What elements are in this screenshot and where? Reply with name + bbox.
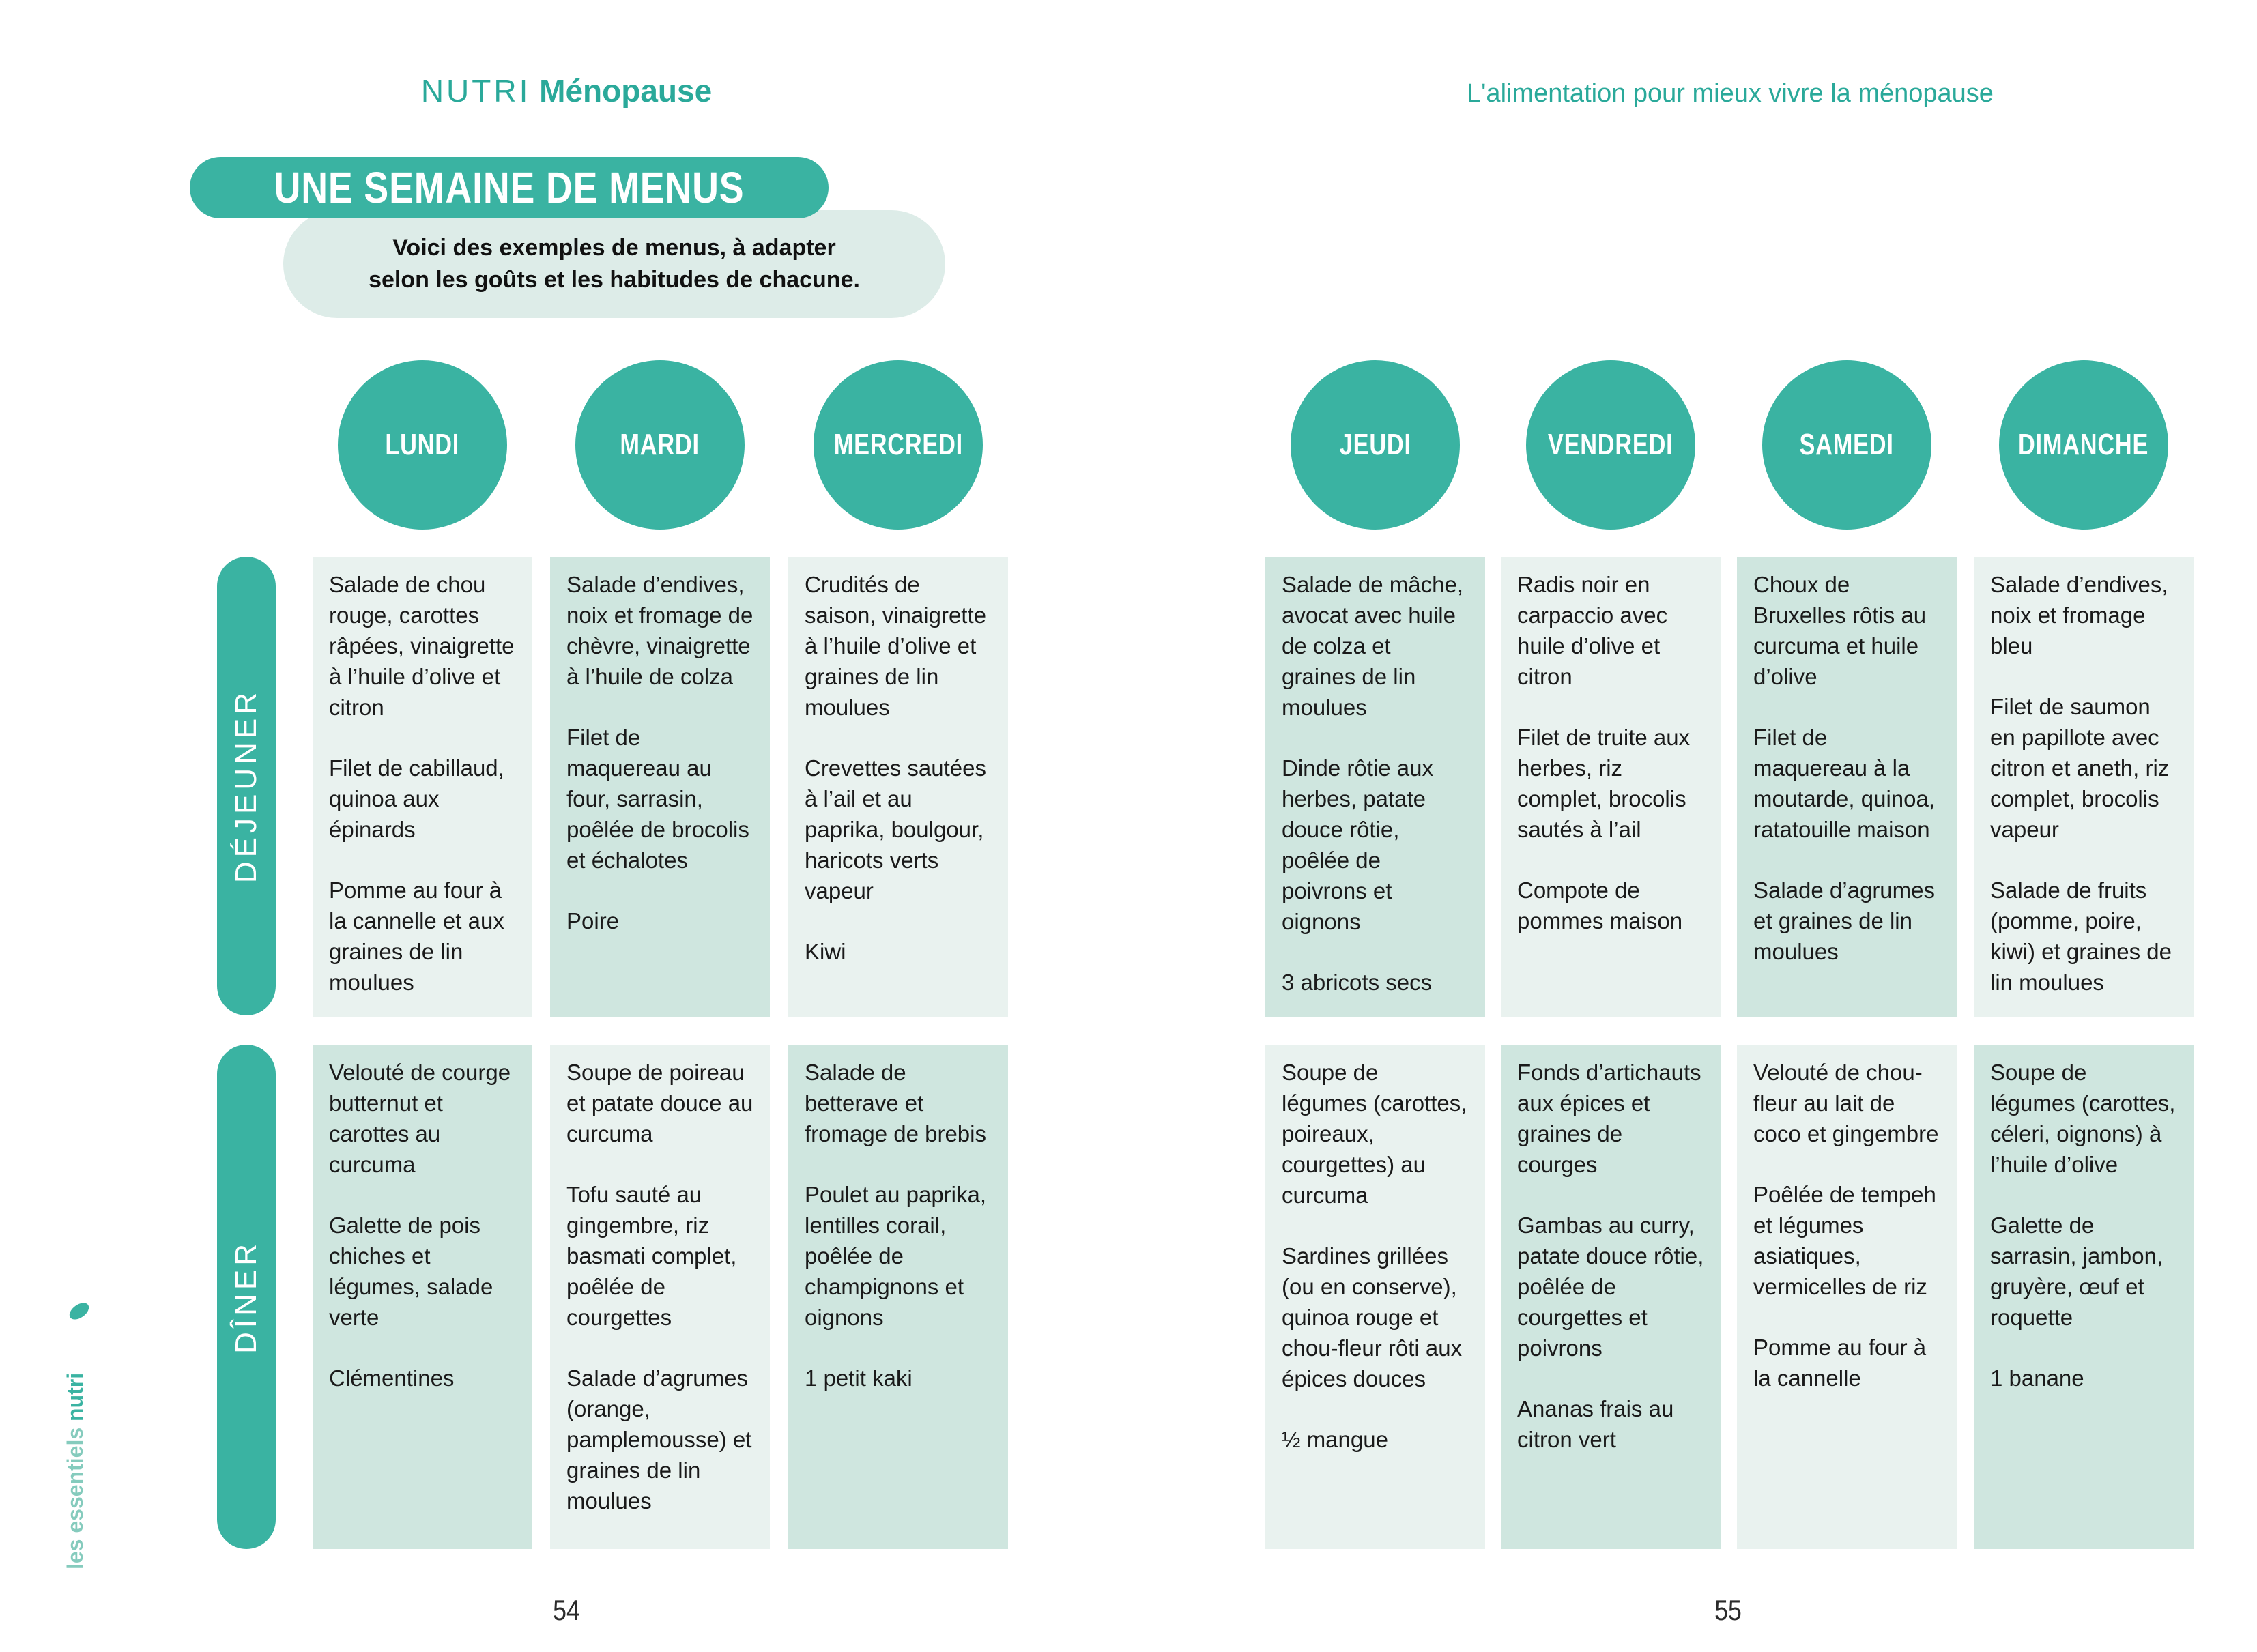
- day-label: LUNDI: [385, 428, 460, 461]
- menu-item: Soupe de poireau et patate douce au curcuma: [566, 1060, 753, 1146]
- menu-item: Soupe de légumes (carottes, céleri, oignons) à l’huile d’olive: [1990, 1060, 2176, 1177]
- menu-item: Fonds d’artichauts aux épices et graines de courges: [1517, 1060, 1701, 1177]
- lunch-menu-card: [1265, 557, 1485, 1017]
- brand-menopause: Ménopause: [539, 73, 713, 108]
- section-title-banner: [190, 157, 829, 218]
- menu-item: ½ mangue: [1282, 1427, 1388, 1452]
- menu-item: Filet de saumon en papillote avec citron et aneth, riz complet, brocolis vapeur: [1990, 694, 2170, 842]
- menu-item: Filet de cabillaud, quinoa aux épinards: [329, 755, 504, 842]
- menu-item: Filet de maquereau à la moutarde, quinoa, ratatouille maison: [1753, 725, 1936, 842]
- menu-item: Salade d’agrumes (orange, pamplemousse) et graines de lin moulues: [566, 1365, 752, 1513]
- day-column-dimanche: [1974, 0, 2194, 1652]
- menu-item: Pomme au four à la cannelle: [1753, 1335, 1927, 1391]
- lunch-menu-card: [1974, 557, 2194, 1017]
- menu-item: Salade de chou rouge, carottes râpées, vinaigrette à l’huile d’olive et citron: [329, 572, 515, 720]
- page-number-left: 54: [553, 1594, 580, 1626]
- lunch-menu-card: [550, 557, 770, 1017]
- menu-item: Velouté de chou-fleur au lait de coco et gingembre: [1753, 1060, 1939, 1146]
- subtitle-line-1: Voici des exemples de menus, à adapter: [392, 235, 836, 261]
- menu-item: Salade de mâche, avocat avec huile de colza et graines de lin moulues: [1282, 572, 1464, 720]
- menu-item: Velouté de courge butternut et carottes au curcuma: [329, 1060, 511, 1177]
- day-circle: [1291, 360, 1460, 530]
- dinner-menu-card: [788, 1045, 1008, 1549]
- menu-item: Filet de maquereau au four, sarrasin, poêlée de brocolis et échalotes: [566, 725, 749, 873]
- menu-item: Salade d’agrumes et graines de lin moulues: [1753, 878, 1935, 964]
- dinner-menu-card: [1737, 1045, 1957, 1549]
- day-column-samedi: [1737, 0, 1957, 1652]
- day-label: VENDREDI: [1548, 428, 1673, 461]
- subtitle-line-2: selon les goûts et les habitudes de chacune.: [369, 267, 860, 293]
- menu-item: Filet de truite aux herbes, riz complet, brocolis sautés à l’ail: [1517, 725, 1691, 842]
- lunch-menu-card: [1501, 557, 1721, 1017]
- menu-item: Poire: [566, 908, 620, 933]
- day-label: SAMEDI: [1799, 428, 1895, 461]
- brand-nutri: NUTRI: [420, 73, 531, 108]
- lunch-menu-card: [788, 557, 1008, 1017]
- menu-item: Poulet au paprika, lentilles corail, poêlée de champignons et oignons: [805, 1182, 987, 1330]
- page-number-right: 55: [1714, 1594, 1742, 1626]
- row-label-diner: [217, 1045, 276, 1549]
- imprint-nutri: nutri: [63, 1372, 87, 1421]
- lunch-menu-card: [313, 557, 532, 1017]
- day-label: DIMANCHE: [2018, 428, 2149, 461]
- day-label: MERCREDI: [833, 428, 963, 461]
- menu-item: Tofu sauté au gingembre, riz basmati complet, poêlée de courgettes: [566, 1182, 737, 1330]
- section-title: UNE SEMAINE DE MENUS: [274, 163, 745, 212]
- menu-item: Clémentines: [329, 1365, 455, 1391]
- day-column-jeudi: [1265, 0, 1485, 1652]
- lunch-menu-card: [1737, 557, 1957, 1017]
- menu-item: Crudités de saison, vinaigrette à l’huile d’olive et graines de lin moulues: [805, 572, 986, 720]
- day-circle: [338, 360, 507, 530]
- row-label-dejeuner-text: DÉJEUNER: [229, 689, 263, 884]
- menu-item: 1 banane: [1990, 1365, 2084, 1391]
- menu-item: Gambas au curry, patate douce rôtie, poêlée de courgettes et poivrons: [1517, 1213, 1704, 1361]
- menu-item: Kiwi: [805, 939, 846, 964]
- menu-item: Galette de pois chiches et légumes, salade verte: [329, 1213, 493, 1330]
- menu-item: 1 petit kaki: [805, 1365, 912, 1391]
- dinner-menu-card: [1501, 1045, 1721, 1549]
- imprint-vertical-text: [63, 1329, 88, 1569]
- menu-item: Choux de Bruxelles rôtis au curcuma et huile d’olive: [1753, 572, 1927, 689]
- menu-item: Salade de betterave et fromage de brebis: [805, 1060, 986, 1146]
- menu-item: Poêlée de tempeh et légumes asiatiques, vermicelles de riz: [1753, 1182, 1936, 1299]
- menu-item: Dinde rôtie aux herbes, patate douce rôtie, poêlée de poivrons et oignons: [1282, 755, 1433, 934]
- dinner-menu-card: [1265, 1045, 1485, 1549]
- subtitle-bubble: [283, 210, 945, 318]
- day-column-vendredi: [1501, 0, 1721, 1652]
- menu-item: Salade d’endives, noix et fromage de chèvre, vinaigrette à l’huile de colza: [566, 572, 753, 689]
- menu-item: Pomme au four à la cannelle et aux graines de lin moulues: [329, 878, 504, 995]
- menu-item: Galette de sarrasin, jambon, gruyère, œuf et roquette: [1990, 1213, 2163, 1330]
- day-circle: [1526, 360, 1695, 530]
- menu-item: Compote de pommes maison: [1517, 878, 1683, 933]
- dinner-menu-card: [550, 1045, 770, 1549]
- page-header-right: L'alimentation pour mieux vivre la ménopause: [1467, 79, 1994, 108]
- menu-item: Salade d’endives, noix et fromage bleu: [1990, 572, 2168, 658]
- menu-item: Crevettes sautées à l’ail et au paprika, boulgour, haricots verts vapeur: [805, 755, 986, 903]
- menu-item: Salade de fruits (pomme, poire, kiwi) et graines de lin moulues: [1990, 878, 2172, 995]
- imprint-les-essentiels: les essentiels: [63, 1421, 87, 1569]
- dinner-menu-card: [313, 1045, 532, 1549]
- row-label-diner-text: DÎNER: [229, 1240, 263, 1354]
- day-label: MARDI: [620, 428, 700, 461]
- menu-item: Sardines grillées (ou en conserve), quinoa rouge et chou-fleur rôti aux épices douces: [1282, 1243, 1463, 1391]
- menu-item: 3 abricots secs: [1282, 970, 1433, 995]
- day-circle: [814, 360, 983, 530]
- row-label-dejeuner: [217, 557, 276, 1015]
- day-label: JEUDI: [1339, 428, 1411, 461]
- day-circle: [1762, 360, 1931, 530]
- menu-item: Ananas frais au citron vert: [1517, 1396, 1674, 1452]
- dinner-menu-card: [1974, 1045, 2194, 1549]
- day-circle: [575, 360, 745, 530]
- menu-item: Radis noir en carpaccio avec huile d’olive et citron: [1517, 572, 1668, 689]
- day-circle: [1999, 360, 2168, 530]
- menu-item: Soupe de légumes (carottes, poireaux, courgettes) au curcuma: [1282, 1060, 1467, 1208]
- imprint-dot: [66, 1300, 91, 1323]
